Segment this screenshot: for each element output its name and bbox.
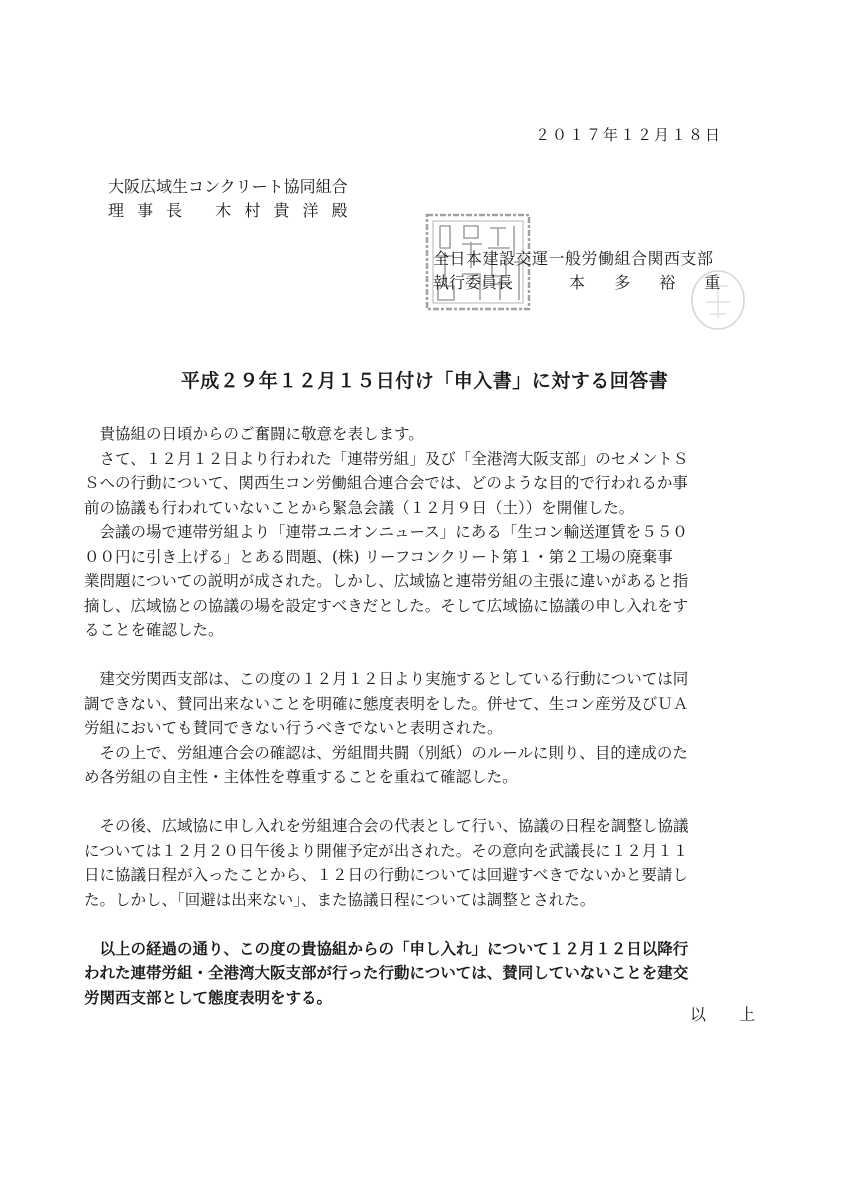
body-line: Ｓへの行動について、関西生コン労働組合連合会では、どのような目的で行われるか事 xyxy=(84,474,688,492)
closing-mark: 以 上 xyxy=(690,1005,770,1024)
body-line: ００円に引き上げる」とある問題、(株) リーフコンクリート第１・第２工場の廃棄事 xyxy=(84,547,673,566)
body-line: 日に協議日程が入ったことから、１２日の行動については回避すべきでないかと要請し xyxy=(84,866,688,884)
body-line: 業問題についての説明が成された。しかし、広域協と連帯労組の主張に違いがあると指 xyxy=(84,572,689,590)
document-date: ２０１７年１２月１８日 xyxy=(535,126,723,144)
body-line: 労組においても賛同できない行うべきでないと表明された。 xyxy=(84,719,503,737)
paragraph-gap xyxy=(84,912,774,937)
conclusion-line: 労関西支部として態度表明をする。 xyxy=(84,987,333,1007)
sender-organization: 全日本建設交運一般労働組合関西支部 xyxy=(433,249,714,268)
body-line: さて、１２月１２日より行われた「連帯労組」及び「全港湾大阪支部」のセメントＳ xyxy=(84,449,689,468)
body-line: ることを確認した。 xyxy=(84,621,224,639)
conclusion-line: 以上の経過の通り、この度の貴協組からの「申し入れ」について１２月１２日以降行 xyxy=(84,938,689,958)
body-line: 調できない、賛同出来ないことを明確に態度表明をした。併せて、生コン産労及びＵＡ xyxy=(84,694,689,713)
paragraph-gap xyxy=(84,643,774,668)
body-line: 貴協組の日頃からのご奮闘に敬意を表します。 xyxy=(84,425,424,443)
sender-line xyxy=(433,270,732,293)
body-line: その上で、労組連合会の確認は、労組間共闘（別紙）のルールに則り、目的達成のた xyxy=(84,743,688,762)
body-line: 前の協議も行われていないことから緊急会議（１２月９日（土））を開催した。 xyxy=(84,498,635,517)
recipient-organization: 大阪広域生コンクリート協同組合 xyxy=(108,177,348,196)
paragraph-gap xyxy=(84,790,774,815)
conclusion-line: われた連帯労組・全港湾大阪支部が行った行動については、賛同していないことを建交 xyxy=(84,963,689,982)
sender-position: 執行委員長 xyxy=(433,273,514,292)
body-line: 会議の場で連帯労組より「連帯ユニオンニュース」にある「生コン輸送運賃を５５０ xyxy=(84,523,688,541)
body-line: た。しかし、「回避は出来ない」、また協議日程については調整とされた。 xyxy=(84,890,596,909)
body-line: 摘し、広域協との協議の場を設定すべきだとした。そして広域協に協議の申し入れをす xyxy=(84,596,689,615)
recipient-name: 理 事 長 木 村 貴 洋 殿 xyxy=(108,201,352,220)
body-line: その後、広域協に申し入れを労組連合会の代表として行い、協議の日程を調整し協議 xyxy=(84,817,689,835)
document-body xyxy=(84,422,774,1010)
sender-name: 本 多 裕 重 xyxy=(569,273,733,292)
body-line: め各労組の自主性・主体性を尊重することを重ねて確認した。 xyxy=(84,768,518,786)
body-line: については１２月２０日午後より開催予定が出された。その意向を武議長に１２月１１ xyxy=(84,841,689,860)
body-line: 建交労関西支部は、この度の１２月１２日より実施するとしている行動については同 xyxy=(84,670,689,688)
document-title: 平成２９年１２月１５日付け「申入書」に対する回答書 xyxy=(180,370,669,392)
